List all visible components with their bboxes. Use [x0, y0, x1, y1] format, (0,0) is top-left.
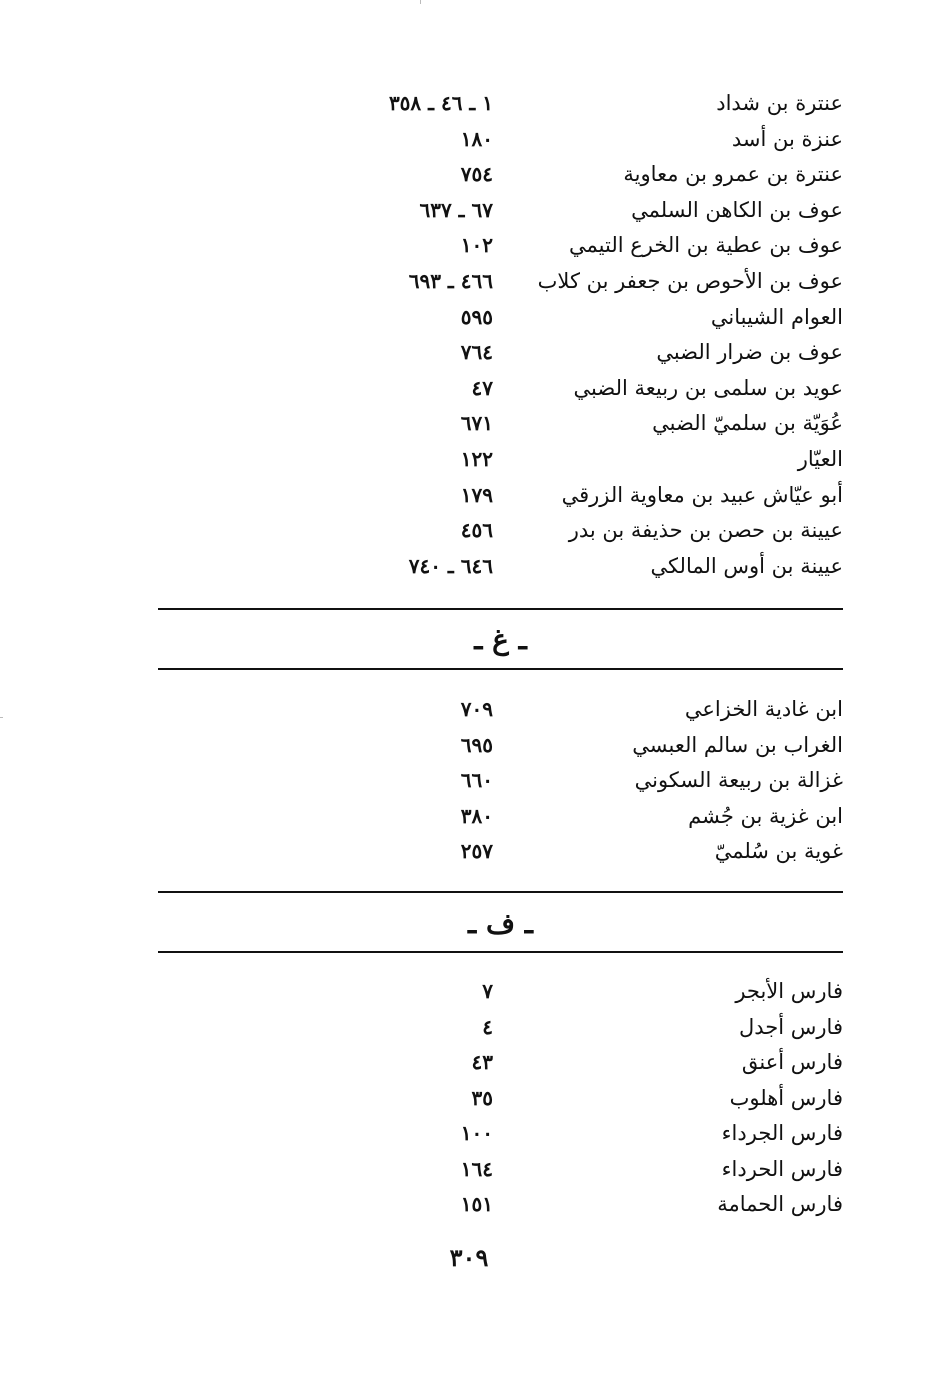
index-entry	[0, 264, 938, 300]
entry-pages: ٧	[482, 979, 493, 1003]
entry-pages: ٦٦٠	[460, 768, 493, 792]
entry-pages: ١٥١	[460, 1192, 493, 1216]
entry-pages: ٦٧ ـ ٦٣٧	[419, 197, 493, 222]
entry-pages: ٦٩٥	[460, 732, 493, 757]
entry-pages: ١٨٠	[460, 126, 493, 151]
entry-pages: ١٢٢	[460, 446, 493, 471]
entry-pages: ١٧٩	[460, 482, 493, 507]
entry-name: فارس الحمامة	[717, 1192, 843, 1216]
entry-pages: ٣٥	[471, 1085, 493, 1110]
index-entry	[0, 228, 938, 264]
entry-name: فارس الحرداء	[721, 1156, 843, 1181]
entry-pages: ٧٥٤	[460, 162, 493, 187]
entry-name: عوف بن الأحوص بن جعفر بن كلاب	[537, 268, 843, 293]
entries-ain-section	[0, 86, 938, 584]
index-entry	[0, 1116, 938, 1152]
entry-name: عوف بن الكاهن السلمي	[631, 197, 843, 222]
index-entry	[0, 1045, 938, 1081]
index-entry	[0, 728, 938, 764]
letter-heading-ghain: ـ غ ـ	[474, 623, 527, 656]
index-entry	[0, 371, 938, 407]
entry-name: الغراب بن سالم العبسي	[632, 732, 843, 757]
index-entry	[0, 478, 938, 514]
entry-pages: ٤٣	[471, 1050, 493, 1074]
index-entry	[0, 513, 938, 549]
entry-name: فارس أعنق	[741, 1050, 843, 1074]
index-entry	[0, 1152, 938, 1188]
entry-pages: ٤٧	[471, 375, 493, 400]
entry-name: عوف بن ضرار الضبي	[656, 340, 843, 365]
entry-name: أبو عيّاش عبيد بن معاوية الزرقي	[561, 482, 843, 507]
entry-name: عُوَيّة بن سلميّ الضبي	[652, 411, 843, 436]
index-entry	[0, 335, 938, 371]
index-entry	[0, 763, 938, 799]
entry-name: ابن غادية الخزاعي	[684, 697, 843, 721]
entry-pages: ٧٠٩	[460, 697, 493, 721]
section-divider	[158, 608, 843, 610]
entries-ghain-section	[0, 692, 938, 870]
scan-mark	[420, 0, 421, 4]
entry-name: غزالة بن ربيعة السكوني	[634, 768, 843, 792]
entry-name: فارس الأبجر	[735, 979, 843, 1003]
index-entry	[0, 834, 938, 870]
entry-name: عوف بن عطية بن الخرع التيمي	[569, 233, 843, 258]
entry-pages: ٢٥٧	[460, 839, 493, 863]
index-entry	[0, 442, 938, 478]
entry-name: العيّار	[797, 446, 843, 471]
entry-name: عنزة بن أسد	[731, 126, 843, 151]
entry-pages: ١٦٤	[460, 1156, 493, 1181]
index-entry	[0, 300, 938, 336]
entry-name: العوام الشيباني	[710, 304, 843, 329]
entry-pages: ٤٦٦ ـ ٦٩٣	[408, 268, 493, 293]
entry-pages: ٣٨٠	[460, 803, 493, 828]
entry-pages: ٧٦٤	[460, 340, 493, 365]
index-entry	[0, 406, 938, 442]
index-entry	[0, 193, 938, 229]
index-entry	[0, 86, 938, 122]
entry-name: غوية بن سُلميّ	[714, 839, 843, 863]
section-divider	[158, 668, 843, 670]
index-entry	[0, 157, 938, 193]
entry-name: فارس الجرداء	[721, 1121, 843, 1145]
entry-name: عويد بن سلمى بن ربيعة الضبي	[573, 375, 843, 400]
entry-pages: ٤	[482, 1014, 493, 1039]
index-entry	[0, 1187, 938, 1223]
entry-pages: ٦٤٦ ـ ٧٤٠	[408, 553, 493, 578]
index-entry	[0, 549, 938, 585]
section-divider	[158, 951, 843, 953]
entry-name: فارس أجدل	[739, 1014, 843, 1039]
letter-heading-fa: ـ ف ـ	[468, 907, 533, 940]
entry-pages: ٦٧١	[460, 411, 493, 436]
index-entry	[0, 122, 938, 158]
entries-fa-section	[0, 974, 938, 1223]
entry-name: ابن غزية بن جُشم	[688, 803, 843, 828]
index-entry	[0, 692, 938, 728]
entry-name: عنترة بن شداد	[716, 91, 843, 115]
entry-pages: ٤٥٦	[460, 518, 493, 543]
entry-name: عنترة بن عمرو بن معاوية	[623, 162, 843, 187]
entry-name: فارس أهلوب	[729, 1085, 843, 1110]
section-divider	[158, 891, 843, 893]
entry-pages: ١٠٠	[460, 1121, 493, 1145]
entry-name: عيينة بن أوس المالكي	[650, 553, 843, 578]
index-entry	[0, 974, 938, 1010]
entry-pages: ٥٩٥	[460, 304, 493, 329]
index-entry	[0, 799, 938, 835]
page-number: ٣٠٩	[449, 1243, 489, 1272]
entry-name: عيينة بن حصن بن حذيفة بن بدر	[568, 518, 843, 543]
index-entry	[0, 1010, 938, 1046]
entry-pages: ١٠٢	[460, 233, 493, 258]
index-entry	[0, 1081, 938, 1117]
entry-pages: ١ ـ ٤٦ ـ ٣٥٨	[388, 91, 493, 115]
